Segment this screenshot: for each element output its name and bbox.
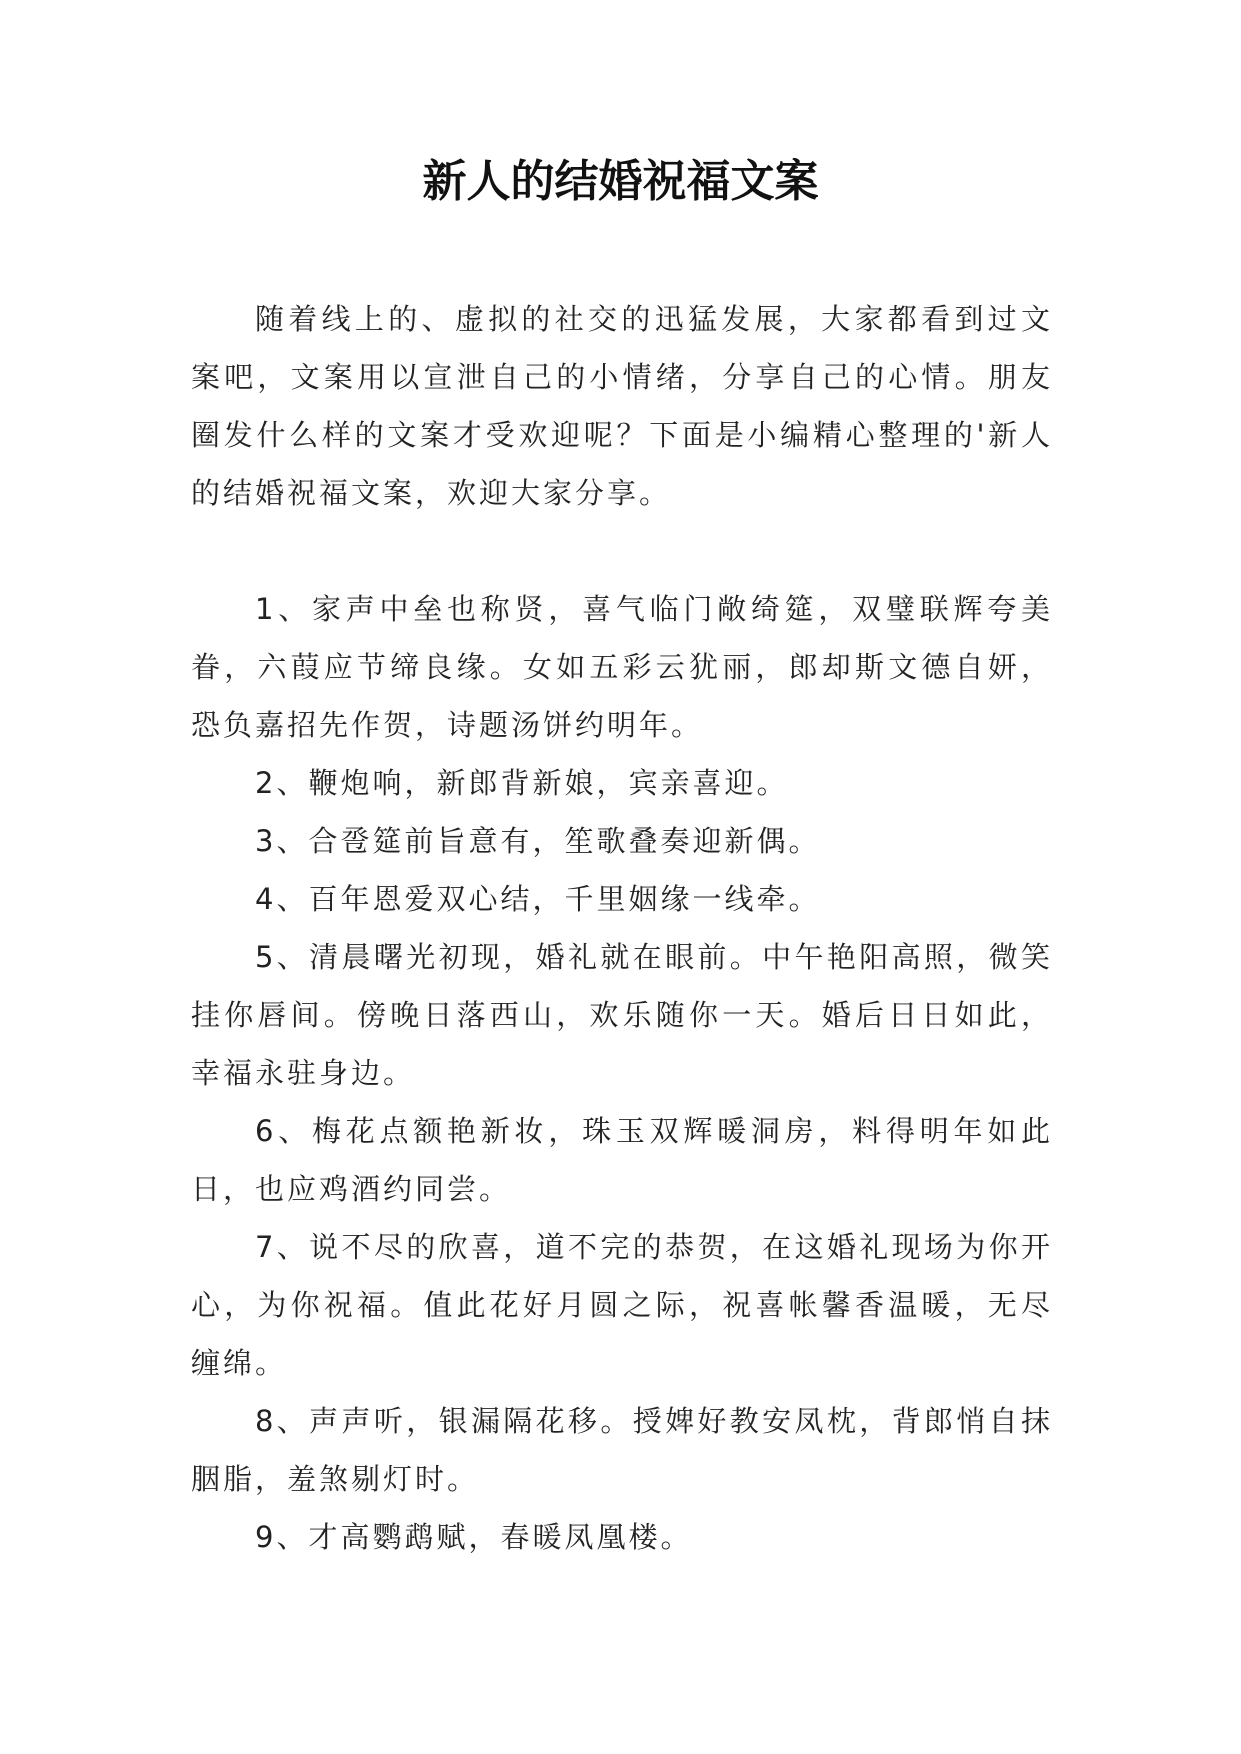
list-item: 7、说不尽的欣喜，道不完的恭贺，在这婚礼现场为你开心，为你祝福。值此花好月圆之际，祝喜帐馨香温暖，无尽缠绵。 [191, 1230, 1053, 1380]
list-item: 5、清晨曙光初现，婚礼就在眼前。中午艳阳高照，微笑挂你唇间。傍晚日落西山，欢乐随你一天。婚后日日如此，幸福永驻身边。 [191, 940, 1053, 1090]
list-item: 9、才高鹦鹉赋，春暖凤凰楼。 [255, 1520, 693, 1554]
blessing-list [191, 580, 1053, 1566]
list-item: 6、梅花点额艳新妆，珠玉双辉暖洞房，料得明年如此日，也应鸡酒约同尝。 [191, 1114, 1053, 1206]
list-item: 3、合卺筵前旨意有，笙歌叠奏迎新偶。 [255, 824, 821, 858]
intro-section [191, 290, 1053, 522]
list-item: 8、声声听，银漏隔花移。授婢好教安凤枕，背郎悄自抹胭脂，羞煞剔灯时。 [191, 1404, 1053, 1496]
list-item: 4、百年恩爱双心结，千里姻缘一线牵。 [255, 882, 821, 916]
document-title: 新人的结婚祝福文案 [422, 156, 819, 207]
intro-paragraph: 随着线上的、虚拟的社交的迅猛发展，大家都看到过文案吧，文案用以宣泄自己的小情绪，分享自己的心情。朋友圈发什么样的文案才受欢迎呢？下面是小编精心整理的'新人的结婚祝福文案，欢迎大家分享。 [191, 302, 1053, 510]
list-item: 1、家声中垒也称贤，喜气临门敞绮筵，双璧联辉夸美眷，六葭应节缔良缘。女如五彩云犹丽，郎却斯文德自妍，恐负嘉招先作贺，诗题汤饼约明年。 [191, 592, 1053, 742]
list-item: 2、鞭炮响，新郎背新娘，宾亲喜迎。 [255, 766, 789, 800]
